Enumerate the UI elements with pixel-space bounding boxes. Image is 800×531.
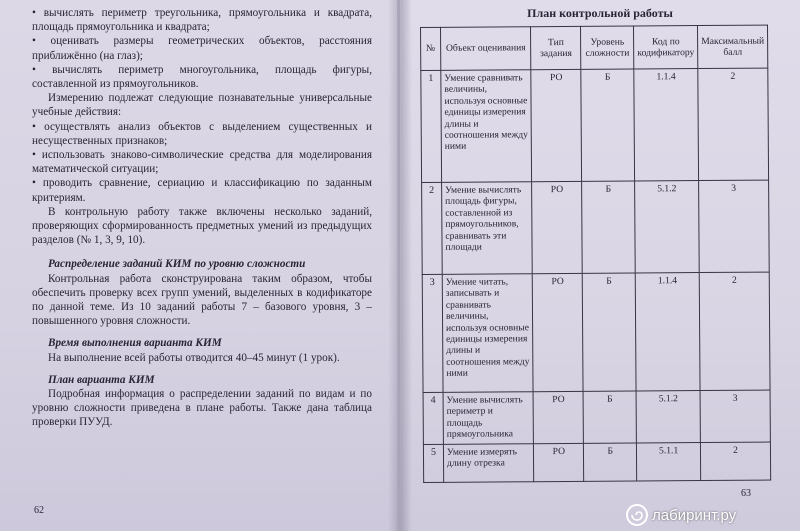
row-level: Б [581,69,635,181]
row-level: Б [584,443,637,481]
row-type: РО [534,443,584,481]
header-max-score: Максимальный балл [698,25,768,68]
row-object: Умение измерять длину отрезка [443,444,534,483]
table-header-row [421,25,768,70]
row-code: 5.1.1 [637,443,701,481]
bullet-polygon: • вычислять периметр многоугольника, площадь фигуры, составленной из прямоугольников. [32,63,372,91]
row-type: РО [531,69,582,181]
header-level: Уровень сложности [581,26,634,69]
watermark-logo-icon [626,504,648,526]
bullet-perimeter: • вычислять периметр треугольника, прямоугольника и квадрата, площадь прямоугольника и квадрата; [32,7,372,34]
bullet-analysis: • осуществлять анализ объектов с выделением существенных и несущественных признаков; [32,120,372,147]
row-score: 2 [699,272,770,390]
bullet-symbolic: • использовать знаково-символические средства для моделирования математической ситуации; [32,149,372,176]
row-code: 5.1.2 [636,391,700,443]
uud-intro: Измерению подлежат следующие познавательные универсальные учебные действия: [32,92,372,119]
row-object: Умение читать, записывать и сравнивать величины, используя основные единицы измерения длины и соотношения между ними [442,274,533,393]
header-type: Тип задания [531,26,581,69]
row-num: 2 [422,182,443,274]
table-row [423,390,770,444]
section-title-plan: План варианта КИМ [48,373,155,386]
watermark-text: лабиринт.ру [652,507,737,524]
row-code: 5.1.2 [635,181,700,273]
section-text-distribution: Контрольная работа сконструирована таким образом, чтобы обеспечить проверку всех групп умений, выделенных в кодификаторе по данной теме. Из 10 заданий работы 7 – базового уровня, 3 – повышенного уровня сложности. [32,272,372,328]
row-type: РО [533,273,584,391]
section-text-time: На выполнение всей работы отводится 40–45 минут (1 урок). [48,351,340,364]
header-num: № [421,27,441,70]
row-object: Умение сравнивать величины, используя основные единицы измерения длины и соотношения между ними [441,70,532,183]
row-score: 2 [698,68,769,180]
page-number-left: 62 [34,505,44,516]
table-row [422,272,770,392]
row-type: РО [532,181,583,273]
row-code: 1.1.4 [634,69,699,181]
book-gutter [388,0,412,531]
row-level: Б [583,391,636,443]
row-object: Умение вычислять площадь фигуры, составленной из прямоугольников, сравнивать эти площади [442,182,533,275]
left-page-text [32,6,372,430]
table-row [422,180,770,274]
row-score: 3 [700,390,770,442]
header-code: Код по кодификатору [634,26,698,69]
row-object: Умение вычислять периметр и площадь прямоугольника [443,392,534,445]
row-score: 2 [701,442,771,480]
section-title-time: Время выполнения варианта КИМ [48,337,222,350]
header-object: Объект оценивания [440,27,531,71]
page-number-right: 63 [741,488,751,499]
bullet-estimate: • оценивать размеры геометрических объектов, расстояния приближённо (на глаз); [32,35,372,62]
extra-tasks: В контрольную работу также включены несколько заданий, проверяющих сформированность предметных умений из предыдущих разделов (№ 1, 3, 9, 10). [32,205,372,247]
row-level: Б [582,181,636,273]
table-row [423,442,770,482]
plan-table [420,25,771,483]
plan-title: План контрольной работы [527,6,673,20]
bullet-compare: • проводить сравнение, сериацию и классификацию по заданным критериям. [32,177,372,204]
row-num: 3 [422,274,443,392]
section-text-plan: Подробная информация о распределении заданий по видам и по уровню сложности приведена в плане работы. Также дана таблица проверки ПУУД. [32,388,372,429]
row-level: Б [583,273,637,391]
row-num: 1 [421,70,442,182]
row-num: 4 [423,392,443,444]
table-row [421,68,769,182]
row-code: 1.1.4 [635,273,700,391]
row-type: РО [533,391,583,443]
row-num: 5 [423,444,443,482]
section-title-distribution: Распределение заданий КИМ по уровню сложности [48,258,306,271]
row-score: 3 [699,180,770,272]
